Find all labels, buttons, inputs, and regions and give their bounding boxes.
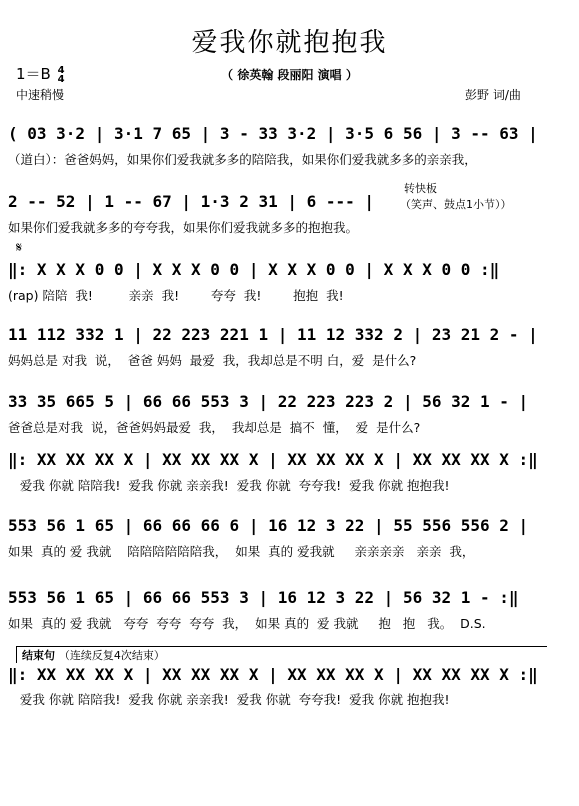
singers-credit: （ 徐英翰 段丽阳 演唱 ）: [221, 68, 358, 82]
lyric-line-6: 爱我 你就 陪陪我! 爱我 你就 亲亲我! 爱我 你就 夸夸我! 爱我 你就 抱抱我!: [8, 478, 450, 493]
lyric-line-2: 如果你们爱我就多多的夸夸我，如果你们爱我就多多的抱抱我。: [8, 220, 359, 235]
notation-line-8: 553 56 1 65 | 66 66 553 3 | 16 12 3 22 | 56 32 1 - :‖: [8, 588, 519, 607]
time-denominator: 4: [57, 73, 65, 85]
speedup-marking: 转快板: [404, 182, 437, 195]
lyric-line-5: 爸爸总是对我 说，爸爸妈妈最爱 我， 我却总是 搞不 懂， 爱 是什么?: [8, 420, 421, 435]
time-numerator: 4: [57, 64, 65, 76]
notation-line-6: ‖: XX XX XX X | XX XX XX X | XX XX XX X | XX XX XX X :‖: [8, 450, 538, 469]
tempo-marking: 中速稍慢: [16, 88, 65, 102]
notation-line-3: ‖: X X X 0 0 | X X X 0 0 | X X X 0 0 | X X X 0 0 :‖: [8, 260, 500, 279]
lyric-line-3: (rap) 陪陪 我! 亲亲 我! 夸夸 我! 抱抱 我!: [8, 288, 344, 303]
lyric-line-9: 爱我 你就 陪陪我! 爱我 你就 亲亲我! 爱我 你就 夸夸我! 爱我 你就 抱抱我!: [8, 692, 450, 707]
ending-note: （连续反复4次结束）: [58, 649, 165, 662]
notation-line-1: ( 03 3·2 | 3·1 7 65 | 3 - 33 3·2 | 3·5 6 56 | 3 -- 63 |: [8, 124, 538, 143]
writer-credit: 彭野 词/曲: [465, 88, 521, 102]
lyric-line-4: 妈妈总是 对我 说， 爸爸 妈妈 最爱 我，我却总是不明 白，爱 是什么?: [8, 353, 417, 368]
lyric-line-8: 如果 真的 爱 我就 夸夸 夸夸 夸夸 我， 如果 真的 爱 我就 抱 抱 我。 D.S.: [8, 616, 486, 631]
lyric-line-1: （道白）：爸爸妈妈，如果你们爱我就多多的陪陪我，如果你们爱我就多多的亲亲我，: [8, 152, 477, 167]
ending-title: 结束句: [22, 649, 55, 662]
notation-line-7: 553 56 1 65 | 66 66 66 6 | 16 12 3 22 | 55 556 556 2 |: [8, 516, 529, 535]
notation-line-5: 33 35 665 5 | 66 66 553 3 | 22 223 223 2 | 56 32 1 - |: [8, 392, 529, 411]
notation-line-4: 11 112 332 1 | 22 223 221 1 | 11 12 332 2 | 23 21 2 - |: [8, 325, 538, 344]
ending-label: [22, 647, 165, 663]
key-text: 1＝B: [16, 65, 51, 83]
notation-line-9: ‖: XX XX XX X | XX XX XX X | XX XX XX X | XX XX XX X :‖: [8, 665, 538, 684]
speedup-note: （笑声、鼓点1小节））: [400, 198, 512, 211]
segno-sign: 𝄋: [16, 240, 23, 256]
lyric-line-7: 如果 真的 爱 我就 陪陪陪陪陪陪我， 如果 真的 爱我就 亲亲亲亲 亲亲 我，: [8, 544, 475, 559]
song-title: 爱我你就抱抱我: [191, 28, 388, 58]
notation-line-2: 2 -- 52 | 1 -- 67 | 1·3 2 31 | 6 --- |: [8, 192, 375, 211]
